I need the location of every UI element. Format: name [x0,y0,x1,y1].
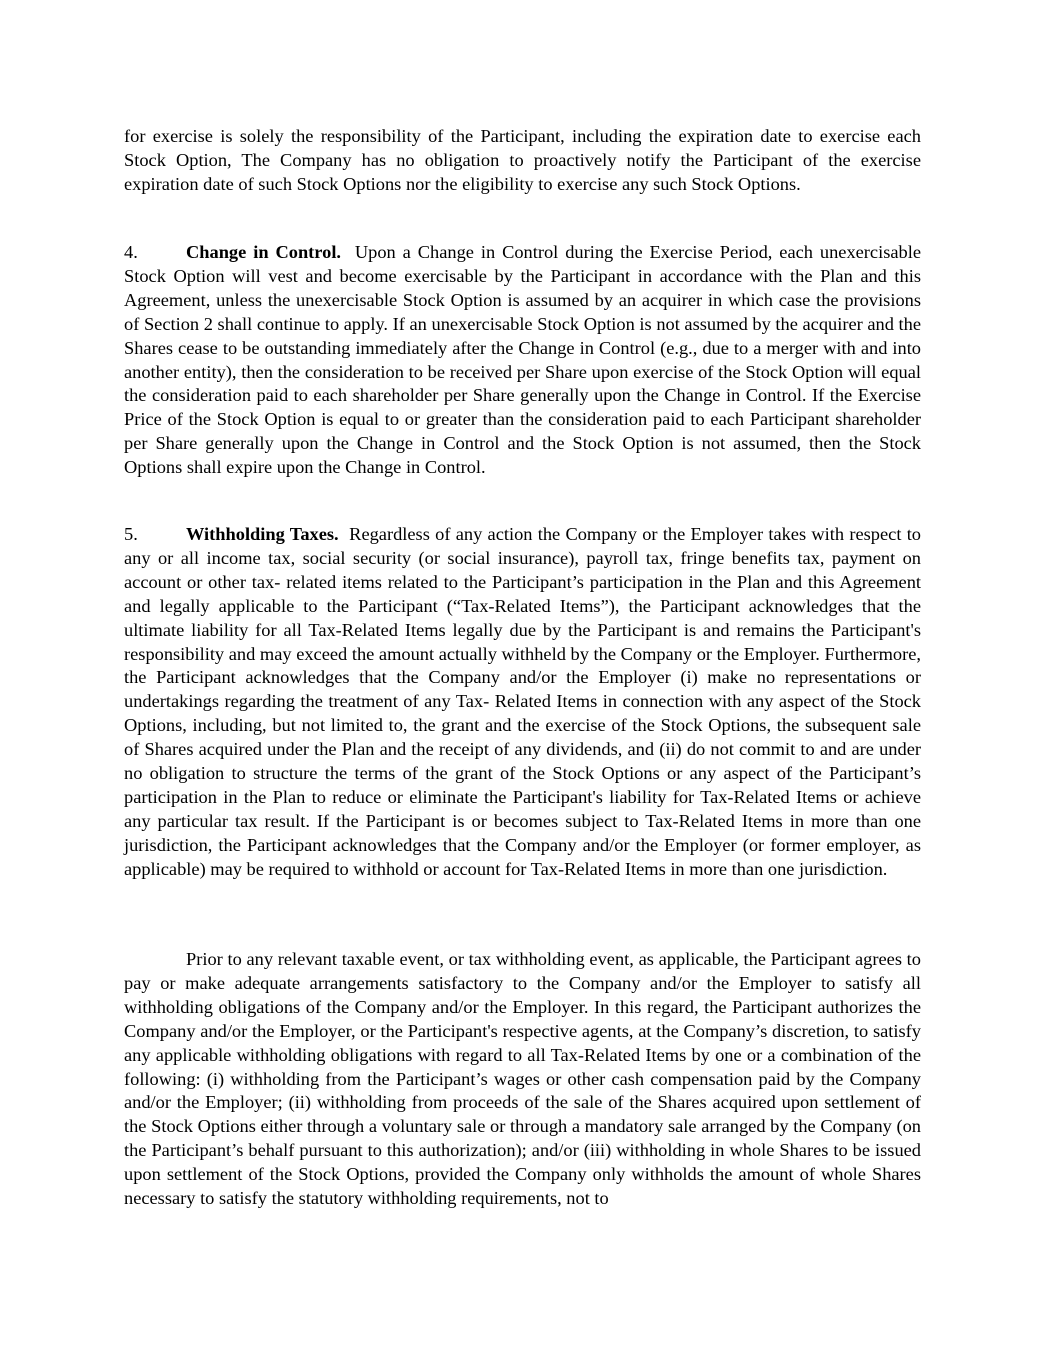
withholding-paragraph: Prior to any relevant taxable event, or tax withholding event, as applicable, the Participant agrees to pay or make adequate arrangements satisfactory to the Company and/or the Employer to satisfy all withholding obligations of the Company and/or the Employer. In this regard, the Participant authorizes the Company and/or the Employer, or the Participant's respective agents, at the Company’s discretion, to satisfy any applicable withholding obligations with regard to all Tax-Related Items by one or a combination of the following: (i) withholding from the Participant’s wages or other cash compensation paid by the Company and/or the Employer; (ii) withholding from proceeds of the sale of the Shares acquired upon settlement of the Stock Options either through a voluntary sale or through a mandatory sale arranged by the Company (on the Participant’s behalf pursuant to this authorization); and/or (iii) withholding in whole Shares to be issued upon settlement of the Stock Options, provided the Company only withholds the amount of whole Shares necessary to satisfy the statutory withholding requirements, not to [124,949,921,1209]
section-heading: Change in Control. [186,242,342,262]
section-number: 5. [124,524,138,544]
section-change-in-control [124,241,921,480]
section-withholding-taxes [124,523,921,882]
section-number: 4. [124,242,138,262]
section-body: Upon a Change in Control during the Exercise Period, each unexercisable Stock Option will vest and become exercisable by the Participant in accordance with the Plan and this Agreement, unless the unexercisable Stock Option is assumed by an acquirer in which case the provisions of Section 2 shall continue to apply. If an unexercisable Stock Option is not assumed by the acquirer and the Shares cease to be outstanding immediately after the Change in Control (e.g., due to a merger with and into another entity), then the consideration to be received per Share upon exercise of the Stock Option will equal the consideration paid to each shareholder per Share generally upon the Change in Control. If the Exercise Price of the Stock Option is equal to or greater than the consideration paid to each Participant shareholder per Share generally upon the Change in Control and the Stock Option is not assumed, then the Stock Options shall expire upon the Change in Control. [124,242,921,478]
section-body: Regardless of any action the Company or the Employer takes with respect to any or all income tax, social security (or social insurance), payroll tax, fringe benefits tax, payment on account or other tax- related items related to the Participant’s participation in the Plan and this Agreement and legally applicable to the Participant (“Tax-Related Items”), the Participant acknowledges that the ultimate liability for all Tax-Related Items legally due by the Participant is and remains the Participant's responsibility and may exceed the amount actually withheld by the Company or the Employer. Furthermore, the Participant acknowledges that the Company and/or the Employer (i) make no representations or undertakings regarding the treatment of any Tax- Related Items in connection with any aspect of the Stock Options, including, but not limited to, the grant and the exercise of the Stock Options, the subsequent sale of Shares acquired under the Plan and the receipt of any dividends, and (ii) do not commit to and are under no obligation to structure the terms of the grant of the Stock Options or any aspect of the Participant’s participation in the Plan to reduce or eliminate the Participant's liability for Tax-Related Items or achieve any particular tax result. If the Participant is or becomes subject to Tax-Related Items in more than one jurisdiction, the Participant acknowledges that the Company and/or the Employer (or former employer, as applicable) may be required to withhold or account for Tax-Related Items in more than one jurisdiction. [124,524,921,879]
continuation-paragraph: for exercise is solely the responsibility of the Participant, including the expiration date to exercise each Stock Option, The Company has no obligation to proactively notify the Participant of the exercise expiration date of such Stock Options nor the eligibility to exercise any such Stock Options. [124,126,921,194]
section-heading: Withholding Taxes. [186,524,339,544]
